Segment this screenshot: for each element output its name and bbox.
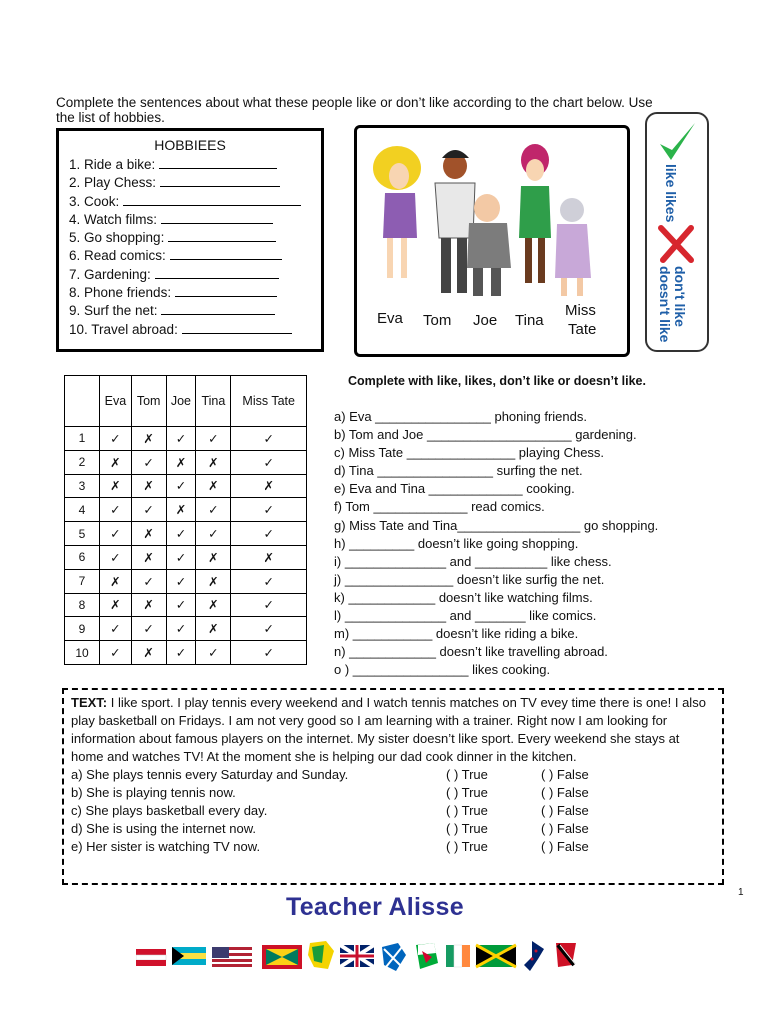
chart-row xyxy=(65,498,307,522)
name-miss: Miss xyxy=(565,302,596,319)
chart-row xyxy=(65,593,307,617)
exercise-item: g) Miss Tate and Tina_________________ go shopping. xyxy=(334,517,659,533)
hobby-item: 8. Phone friends: xyxy=(69,283,321,301)
hobbies-title: HOBBIEES xyxy=(154,137,226,153)
chart-cell: ✗ xyxy=(100,593,132,617)
chart-row xyxy=(65,450,307,474)
hobby-item: 10. Travel abroad: xyxy=(69,320,321,338)
exercise-item: a) Eva ________________ phoning friends. xyxy=(334,409,587,424)
name-tate: Tate xyxy=(568,321,597,338)
chart-row-number: 8 xyxy=(65,593,100,617)
chart-cell: ✗ xyxy=(166,498,196,522)
true-false-row xyxy=(71,838,715,856)
chart-header: Eva xyxy=(100,376,132,427)
chart-header: Miss Tate xyxy=(231,376,307,427)
hobby-item: 3. Cook: xyxy=(69,192,321,210)
chart-row xyxy=(65,474,307,498)
chart-header-row xyxy=(65,376,307,427)
flag-map-icon xyxy=(308,941,334,969)
reading-body: I like sport. I play tennis every weekend and I watch tennis matches on TV evey time there is one! I also play basketball on Fridays. I am not very good so I am learning with a trainer. Right now I am looking for information about famous players on the internet. My sister doesn’t like sport. Every weekend she stays at home and watches TV! At the moment she is helping our dad cook dinner in the kitchen. xyxy=(71,695,706,764)
hobby-item: 6. Read comics: xyxy=(69,246,321,264)
chart-cell: ✓ xyxy=(166,593,196,617)
true-false-list xyxy=(71,766,715,856)
chart-cell: ✓ xyxy=(100,545,132,569)
chart-cell: ✗ xyxy=(100,450,132,474)
question-text: c) She plays basketball every day. xyxy=(71,803,268,818)
chart-cell: ✓ xyxy=(231,522,307,546)
false-option[interactable]: ( ) False xyxy=(541,767,589,782)
chart-cell: ✗ xyxy=(196,450,231,474)
chart-cell: ✓ xyxy=(166,545,196,569)
like-label: like likes xyxy=(663,164,679,223)
name-joe: Joe xyxy=(473,312,498,329)
exercise-item: c) Miss Tate _______________ playing Chess. xyxy=(334,445,605,461)
check-icon xyxy=(657,120,697,164)
chart-cell: ✗ xyxy=(231,545,307,569)
reading-text xyxy=(71,694,715,766)
reading-box xyxy=(62,688,724,885)
chart-row xyxy=(65,617,307,641)
exercise-item: k) ____________ doesn’t like watching films. xyxy=(334,589,593,605)
flag-grenada-icon xyxy=(262,945,302,969)
chart-cell: ✓ xyxy=(131,569,166,593)
dislike-label: don't like doesn't like xyxy=(657,266,688,343)
hobby-item: 9. Surf the net: xyxy=(69,301,321,319)
chart-cell: ✓ xyxy=(166,522,196,546)
miss-tate-figure xyxy=(555,198,591,296)
chart-cell: ✗ xyxy=(100,569,132,593)
name-tom: Tom xyxy=(423,312,452,329)
chart-row-number: 4 xyxy=(65,498,100,522)
tina-figure xyxy=(519,144,551,283)
false-option[interactable]: ( ) False xyxy=(541,821,589,836)
name-eva: Eva xyxy=(377,310,403,327)
chart-cell: ✓ xyxy=(231,427,307,451)
flag-wales-icon xyxy=(416,943,438,969)
true-option[interactable]: ( ) True xyxy=(446,839,488,854)
eva-figure xyxy=(373,146,421,278)
chart-cell: ✓ xyxy=(100,641,132,665)
true-false-row xyxy=(71,766,715,784)
chart-cell: ✓ xyxy=(231,569,307,593)
flags-strip xyxy=(136,937,604,973)
instructions: Complete the sentences about what these people like or don’t like according to the chart below. Use the list of hobbies. xyxy=(56,95,653,125)
chart-cell: ✗ xyxy=(196,593,231,617)
chart-cell: ✓ xyxy=(196,522,231,546)
chart-row-number: 1 xyxy=(65,427,100,451)
chart-cell: ✗ xyxy=(131,593,166,617)
chart-cell: ✓ xyxy=(166,617,196,641)
exercise-item: e) Eva and Tina _____________ cooking. xyxy=(334,481,575,497)
flag-jamaica-icon xyxy=(476,945,516,967)
exercise-item: d) Tina ________________ surfing the net. xyxy=(334,463,583,479)
question-text: d) She is using the internet now. xyxy=(71,821,257,836)
chart-cell: ✗ xyxy=(131,427,166,451)
true-option[interactable]: ( ) True xyxy=(446,821,488,836)
chart-cell: ✓ xyxy=(131,450,166,474)
chart-header: Tina xyxy=(196,376,231,427)
chart-row xyxy=(65,641,307,665)
chart-row-number: 7 xyxy=(65,569,100,593)
chart-corner xyxy=(65,376,100,427)
chart-cell: ✗ xyxy=(131,522,166,546)
chart-cell: ✗ xyxy=(100,474,132,498)
question-text: e) Her sister is watching TV now. xyxy=(71,839,261,854)
chart-row-number: 3 xyxy=(65,474,100,498)
exercise-title: Complete with like, likes, don’t like or doesn’t like. xyxy=(348,374,646,388)
flag-usa-icon xyxy=(212,947,252,967)
exercise-item: f) Tom _____________ read comics. xyxy=(334,499,545,515)
false-option[interactable]: ( ) False xyxy=(541,785,589,800)
chart-cell: ✓ xyxy=(196,427,231,451)
chart-cell: ✓ xyxy=(100,427,132,451)
chart-cell: ✓ xyxy=(231,617,307,641)
tom-figure xyxy=(435,150,475,293)
flag-scotland-icon xyxy=(382,943,406,971)
page-number: 1 xyxy=(738,887,744,898)
chart-row-number: 2 xyxy=(65,450,100,474)
hobby-item: 1. Ride a bike: xyxy=(69,155,321,173)
cross-icon xyxy=(657,224,695,264)
chart-cell: ✗ xyxy=(196,545,231,569)
likes-chart xyxy=(64,375,307,665)
hobby-item: 7. Gardening: xyxy=(69,265,321,283)
name-tina: Tina xyxy=(515,312,544,329)
true-option[interactable]: ( ) True xyxy=(446,785,488,800)
chart-cell: ✓ xyxy=(166,569,196,593)
flag-trinidad-icon xyxy=(556,943,576,967)
chart-cell: ✓ xyxy=(196,641,231,665)
chart-cell: ✓ xyxy=(166,641,196,665)
exercise-item: i) ______________ and __________ like chess. xyxy=(334,553,612,569)
reading-label: TEXT: xyxy=(71,695,108,710)
true-option[interactable]: ( ) True xyxy=(446,767,488,782)
hobby-item: 4. Watch films: xyxy=(69,210,321,228)
exercise-item: j) _______________ doesn’t like surfig the net. xyxy=(334,571,605,587)
exercise-list xyxy=(334,408,754,679)
exercise-item: m) ___________ doesn’t like riding a bike. xyxy=(334,626,579,642)
flag-bahamas-icon xyxy=(172,947,206,965)
chart-cell: ✓ xyxy=(131,617,166,641)
chart-cell: ✗ xyxy=(196,617,231,641)
chart-row xyxy=(65,569,307,593)
chart-cell: ✗ xyxy=(196,474,231,498)
hobby-item: 2. Play Chess: xyxy=(69,173,321,191)
false-option[interactable]: ( ) False xyxy=(541,839,589,854)
chart-cell: ✓ xyxy=(166,474,196,498)
chart-row-number: 5 xyxy=(65,522,100,546)
chart-cell: ✓ xyxy=(100,522,132,546)
chart-cell: ✓ xyxy=(196,498,231,522)
exercise-item: l) ______________ and _______ like comics. xyxy=(334,608,597,624)
chart-row xyxy=(65,427,307,451)
chart-cell: ✓ xyxy=(100,617,132,641)
chart-cell: ✓ xyxy=(100,498,132,522)
flag-newzealand-icon xyxy=(524,941,544,971)
hobbies-list xyxy=(59,155,321,338)
true-false-row xyxy=(71,820,715,838)
true-false-row xyxy=(71,802,715,820)
chart-cell: ✗ xyxy=(196,569,231,593)
chart-header: Joe xyxy=(166,376,196,427)
brand-logo-text: Teacher Alisse xyxy=(286,893,464,921)
chart-cell: ✗ xyxy=(131,474,166,498)
hobbies-box xyxy=(56,128,324,352)
flag-ireland-icon xyxy=(446,945,470,967)
true-false-row xyxy=(71,784,715,802)
flag-austria-icon xyxy=(136,949,166,966)
people-illustration xyxy=(354,125,630,357)
false-option[interactable]: ( ) False xyxy=(541,803,589,818)
question-text: a) She plays tennis every Saturday and Sunday. xyxy=(71,767,349,782)
exercise-item: b) Tom and Joe ____________________ gardening. xyxy=(334,427,637,443)
chart-cell: ✓ xyxy=(231,593,307,617)
true-option[interactable]: ( ) True xyxy=(446,803,488,818)
chart-header: Tom xyxy=(131,376,166,427)
chart-cell: ✓ xyxy=(231,450,307,474)
exercise-item: h) _________ doesn’t like going shopping. xyxy=(334,535,579,551)
chart-row xyxy=(65,522,307,546)
chart-cell: ✗ xyxy=(131,641,166,665)
chart-row xyxy=(65,545,307,569)
chart-cell: ✓ xyxy=(166,427,196,451)
chart-cell: ✓ xyxy=(231,498,307,522)
exercise-item: n) ____________ doesn’t like travelling abroad. xyxy=(334,644,608,660)
chart-row-number: 10 xyxy=(65,641,100,665)
question-text: b) She is playing tennis now. xyxy=(71,785,236,800)
hobby-item: 5. Go shopping: xyxy=(69,228,321,246)
like-legend xyxy=(645,112,709,352)
chart-cell: ✗ xyxy=(131,545,166,569)
chart-cell: ✗ xyxy=(231,474,307,498)
exercise-item: o ) ________________ likes cooking. xyxy=(334,662,551,678)
chart-cell: ✓ xyxy=(131,498,166,522)
chart-cell: ✗ xyxy=(166,450,196,474)
chart-row-number: 6 xyxy=(65,545,100,569)
chart-cell: ✓ xyxy=(231,641,307,665)
flag-uk-icon xyxy=(340,945,374,967)
chart-row-number: 9 xyxy=(65,617,100,641)
